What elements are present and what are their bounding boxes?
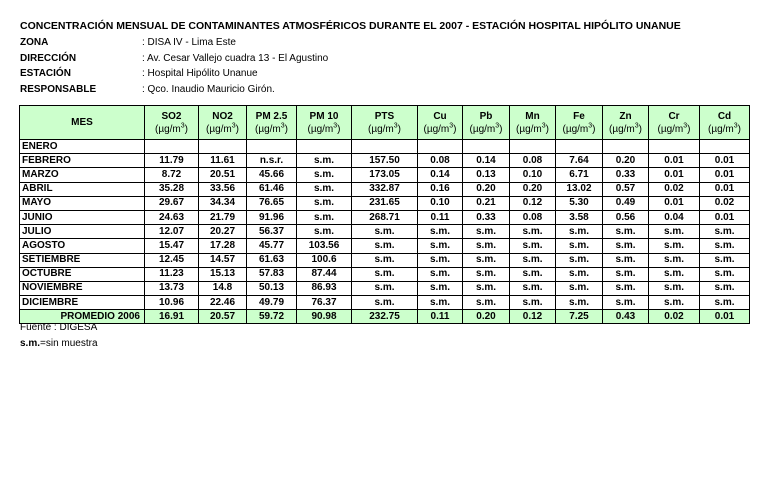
month-cell: JUNIO (20, 210, 145, 224)
column-unit (513, 123, 552, 136)
value-cell: 0.10 (510, 168, 556, 182)
table-row (20, 168, 750, 182)
value-cell: 0.20 (510, 182, 556, 196)
unit-prefix: (µg/m (254, 123, 281, 135)
value-cell: 8.72 (145, 168, 199, 182)
unit-prefix: (µg/m (515, 123, 542, 135)
value-cell: 12.45 (145, 253, 199, 267)
value-cell: s.m. (510, 225, 556, 239)
table-body (20, 140, 750, 324)
unit-exponent: 3 (634, 122, 639, 130)
value-cell: s.m. (603, 225, 649, 239)
column-unit (355, 123, 414, 136)
value-cell: 76.65 (247, 196, 297, 210)
value-cell (418, 140, 463, 154)
value-cell: 11.79 (145, 154, 199, 168)
unit-prefix: (µg/m (367, 123, 394, 135)
value-cell: s.m. (649, 296, 700, 310)
column-header (603, 106, 649, 140)
value-cell: 0.02 (700, 196, 750, 210)
meta-value: : Hospital Hipólito Unanue (142, 68, 258, 79)
value-cell: 61.63 (247, 253, 297, 267)
value-cell: 0.11 (418, 210, 463, 224)
value-cell: 268.71 (352, 210, 418, 224)
unit-exponent: 3 (393, 122, 398, 130)
month-cell: OCTUBRE (20, 267, 145, 281)
value-cell: s.m. (297, 225, 352, 239)
unit-exponent: 3 (733, 122, 738, 130)
value-cell: 15.13 (199, 267, 247, 281)
column-header (418, 106, 463, 140)
column-name: Mn (525, 110, 540, 122)
unit-prefix: (µg/m (469, 123, 496, 135)
column-header-mes: MES (20, 106, 145, 140)
unit-suffix: ) (337, 123, 341, 135)
value-cell: 13.73 (145, 281, 199, 295)
value-cell: s.m. (649, 239, 700, 253)
value-cell: s.m. (603, 253, 649, 267)
month-cell: DICIEMBRE (20, 296, 145, 310)
promedio-row (20, 310, 750, 324)
value-cell: s.m. (352, 239, 418, 253)
month-cell: MARZO (20, 168, 145, 182)
table-row (20, 225, 750, 239)
unit-prefix: (µg/m (307, 123, 334, 135)
value-cell: 0.01 (649, 154, 700, 168)
value-cell (297, 140, 352, 154)
month-cell: JULIO (20, 225, 145, 239)
value-cell (649, 140, 700, 154)
value-cell: 17.28 (199, 239, 247, 253)
value-cell (247, 140, 297, 154)
value-cell: 0.14 (418, 168, 463, 182)
value-cell: 0.10 (418, 196, 463, 210)
column-header (700, 106, 750, 140)
value-cell: 0.08 (510, 210, 556, 224)
table-row (20, 281, 750, 295)
meta-value: : DISA IV - Lima Este (142, 37, 236, 48)
value-cell: s.m. (463, 267, 510, 281)
value-cell: 0.02 (649, 310, 700, 324)
value-cell: 0.33 (603, 168, 649, 182)
station-info (20, 35, 328, 97)
value-cell: 10.96 (145, 296, 199, 310)
value-cell: s.m. (556, 253, 603, 267)
sm-abbreviation: s.m. (20, 338, 41, 349)
value-cell (463, 140, 510, 154)
value-cell: 231.65 (352, 196, 418, 210)
value-cell: 33.56 (199, 182, 247, 196)
column-name: PM 10 (309, 110, 339, 122)
value-cell: 86.93 (297, 281, 352, 295)
column-name: Cd (717, 110, 732, 122)
value-cell (352, 140, 418, 154)
unit-prefix: (µg/m (657, 123, 684, 135)
value-cell: 76.37 (297, 296, 352, 310)
column-unit (202, 123, 243, 136)
value-cell: 0.43 (603, 310, 649, 324)
column-unit (652, 123, 696, 136)
unit-suffix: ) (453, 123, 457, 135)
column-name: SO2 (161, 110, 182, 122)
value-cell: s.m. (556, 239, 603, 253)
month-cell: ABRIL (20, 182, 145, 196)
value-cell (199, 140, 247, 154)
value-cell: 0.02 (649, 182, 700, 196)
value-cell: s.m. (556, 296, 603, 310)
column-header (510, 106, 556, 140)
unit-suffix: ) (687, 123, 691, 135)
column-unit (466, 123, 506, 136)
value-cell: s.m. (463, 239, 510, 253)
month-cell: MAYO (20, 196, 145, 210)
value-cell: 7.25 (556, 310, 603, 324)
value-cell: s.m. (649, 225, 700, 239)
value-cell: 20.57 (199, 310, 247, 324)
value-cell: s.m. (603, 296, 649, 310)
unit-suffix: ) (592, 123, 596, 135)
value-cell: s.m. (297, 182, 352, 196)
month-cell: ENERO (20, 140, 145, 154)
unit-exponent: 3 (683, 122, 688, 130)
value-cell: s.m. (510, 239, 556, 253)
value-cell (510, 140, 556, 154)
value-cell: 0.16 (418, 182, 463, 196)
value-cell: 20.27 (199, 225, 247, 239)
value-cell: 61.46 (247, 182, 297, 196)
column-header (297, 106, 352, 140)
column-header (463, 106, 510, 140)
value-cell: s.m. (556, 281, 603, 295)
value-cell (556, 140, 603, 154)
column-name: PTS (374, 110, 395, 122)
value-cell: 103.56 (297, 239, 352, 253)
value-cell: s.m. (700, 281, 750, 295)
column-header (556, 106, 603, 140)
unit-suffix: ) (235, 123, 239, 135)
value-cell: 0.12 (510, 196, 556, 210)
value-cell: 157.50 (352, 154, 418, 168)
column-name: Cr (668, 110, 680, 122)
column-unit (421, 123, 459, 136)
value-cell: s.m. (510, 267, 556, 281)
value-cell: 0.08 (418, 154, 463, 168)
value-cell: 0.08 (510, 154, 556, 168)
value-cell: 49.79 (247, 296, 297, 310)
value-cell: 59.72 (247, 310, 297, 324)
value-cell: 100.6 (297, 253, 352, 267)
value-cell: 0.21 (463, 196, 510, 210)
value-cell: 0.01 (700, 210, 750, 224)
value-cell: 56.37 (247, 225, 297, 239)
value-cell (603, 140, 649, 154)
value-cell: s.m. (700, 296, 750, 310)
value-cell: 0.33 (463, 210, 510, 224)
column-header (649, 106, 700, 140)
value-cell: s.m. (700, 225, 750, 239)
unit-prefix: (µg/m (608, 123, 635, 135)
value-cell: s.m. (418, 267, 463, 281)
value-cell: 0.20 (603, 154, 649, 168)
table-row (20, 210, 750, 224)
contaminants-table (19, 105, 750, 324)
column-unit (559, 123, 599, 136)
value-cell: 0.01 (649, 168, 700, 182)
month-cell: AGOSTO (20, 239, 145, 253)
table-row (20, 239, 750, 253)
month-cell: SETIEMBRE (20, 253, 145, 267)
value-cell: s.m. (352, 296, 418, 310)
value-cell: 34.34 (199, 196, 247, 210)
value-cell: s.m. (603, 239, 649, 253)
value-cell: s.m. (510, 281, 556, 295)
table-header-row (20, 106, 750, 140)
value-cell: s.m. (297, 196, 352, 210)
table-row (20, 267, 750, 281)
table-row (20, 182, 750, 196)
value-cell: 15.47 (145, 239, 199, 253)
value-cell: 12.07 (145, 225, 199, 239)
value-cell: 50.13 (247, 281, 297, 295)
column-name: PM 2.5 (255, 110, 288, 122)
meta-key: RESPONSABLE (20, 83, 97, 95)
value-cell: s.m. (649, 253, 700, 267)
value-cell: s.m. (418, 281, 463, 295)
value-cell: 21.79 (199, 210, 247, 224)
value-cell: 24.63 (145, 210, 199, 224)
value-cell: s.m. (418, 225, 463, 239)
meta-key: ZONA (20, 37, 49, 48)
value-cell: s.m. (603, 267, 649, 281)
column-name: Zn (619, 110, 632, 122)
value-cell: 173.05 (352, 168, 418, 182)
value-cell: s.m. (463, 281, 510, 295)
column-header (145, 106, 199, 140)
value-cell: 3.58 (556, 210, 603, 224)
unit-prefix: (µg/m (423, 123, 450, 135)
unit-exponent: 3 (280, 122, 285, 130)
unit-exponent: 3 (180, 122, 185, 130)
value-cell: s.m. (297, 154, 352, 168)
value-cell: s.m. (297, 168, 352, 182)
value-cell: s.m. (463, 253, 510, 267)
unit-exponent: 3 (231, 122, 236, 130)
value-cell: s.m. (463, 296, 510, 310)
value-cell: 57.83 (247, 267, 297, 281)
value-cell: 11.23 (145, 267, 199, 281)
value-cell: 14.57 (199, 253, 247, 267)
value-cell: 5.30 (556, 196, 603, 210)
value-cell: s.m. (352, 281, 418, 295)
unit-exponent: 3 (495, 122, 500, 130)
meta-key: ESTACIÓN (20, 68, 71, 79)
column-unit (148, 123, 195, 136)
unit-prefix: (µg/m (205, 123, 232, 135)
value-cell: s.m. (700, 239, 750, 253)
meta-row-zona (20, 35, 328, 51)
value-cell: 0.11 (418, 310, 463, 324)
table-row (20, 196, 750, 210)
column-unit (606, 123, 645, 136)
meta-value: : Qco. Inaudio Mauricio Girón. (142, 83, 275, 95)
value-cell: s.m. (510, 253, 556, 267)
unit-prefix: (µg/m (562, 123, 589, 135)
value-cell: 0.01 (649, 196, 700, 210)
column-unit (703, 123, 746, 136)
value-cell: 332.87 (352, 182, 418, 196)
table-row (20, 296, 750, 310)
meta-row-estacion (20, 66, 328, 82)
column-name: NO2 (212, 110, 233, 122)
value-cell: 14.8 (199, 281, 247, 295)
value-cell: 13.02 (556, 182, 603, 196)
value-cell: 0.04 (649, 210, 700, 224)
meta-row-direccion (20, 51, 328, 67)
value-cell: s.m. (700, 267, 750, 281)
unit-suffix: ) (397, 123, 401, 135)
value-cell: s.m. (352, 267, 418, 281)
value-cell: s.m. (297, 210, 352, 224)
source-note: Fuente : DIGESA (20, 322, 98, 333)
value-cell: 0.01 (700, 182, 750, 196)
value-cell: 87.44 (297, 267, 352, 281)
unit-suffix: ) (284, 123, 288, 135)
value-cell: n.s.r. (247, 154, 297, 168)
value-cell: 11.61 (199, 154, 247, 168)
value-cell: 0.12 (510, 310, 556, 324)
value-cell: s.m. (418, 296, 463, 310)
unit-exponent: 3 (588, 122, 593, 130)
meta-row-responsable (20, 82, 328, 98)
value-cell: s.m. (352, 253, 418, 267)
month-cell: NOVIEMBRE (20, 281, 145, 295)
value-cell: 0.57 (603, 182, 649, 196)
value-cell: s.m. (463, 225, 510, 239)
month-cell: FEBRERO (20, 154, 145, 168)
sm-definition: =sin muestra (40, 338, 98, 349)
page-title: CONCENTRACIÓN MENSUAL DE CONTAMINANTES ATMOSFÉRICOS DURANTE EL 2007 - ESTACIÓN HOSPITAL HIPÓLITO UNANUE (20, 20, 681, 32)
value-cell: 35.28 (145, 182, 199, 196)
value-cell: 90.98 (297, 310, 352, 324)
unit-exponent: 3 (333, 122, 338, 130)
value-cell: 20.51 (199, 168, 247, 182)
value-cell: 7.64 (556, 154, 603, 168)
value-cell: s.m. (418, 239, 463, 253)
meta-value: : Av. Cesar Vallejo cuadra 13 - El Agustino (142, 52, 329, 64)
column-header (247, 106, 297, 140)
value-cell: 45.77 (247, 239, 297, 253)
unit-exponent: 3 (449, 122, 454, 130)
value-cell (700, 140, 750, 154)
value-cell: s.m. (649, 281, 700, 295)
sm-legend (20, 338, 98, 349)
unit-suffix: ) (545, 123, 549, 135)
value-cell: s.m. (700, 253, 750, 267)
column-header (352, 106, 418, 140)
column-header (199, 106, 247, 140)
value-cell (145, 140, 199, 154)
value-cell: 91.96 (247, 210, 297, 224)
unit-suffix: ) (737, 123, 741, 135)
column-name: Fe (573, 110, 585, 122)
value-cell: 0.14 (463, 154, 510, 168)
value-cell: 16.91 (145, 310, 199, 324)
value-cell: 22.46 (199, 296, 247, 310)
value-cell: 0.56 (603, 210, 649, 224)
value-cell: 0.13 (463, 168, 510, 182)
value-cell: 45.66 (247, 168, 297, 182)
column-name: Pb (479, 110, 493, 122)
unit-prefix: (µg/m (154, 123, 181, 135)
value-cell: s.m. (418, 253, 463, 267)
unit-exponent: 3 (541, 122, 546, 130)
unit-suffix: ) (499, 123, 503, 135)
value-cell: 0.49 (603, 196, 649, 210)
unit-suffix: ) (638, 123, 642, 135)
table-row (20, 140, 750, 154)
value-cell: 6.71 (556, 168, 603, 182)
value-cell: 232.75 (352, 310, 418, 324)
unit-prefix: (µg/m (707, 123, 734, 135)
value-cell: s.m. (649, 267, 700, 281)
unit-suffix: ) (184, 123, 188, 135)
column-unit (300, 123, 348, 136)
meta-key: DIRECCIÓN (20, 52, 77, 64)
column-name: Cu (433, 110, 447, 122)
value-cell: 0.20 (463, 182, 510, 196)
column-unit (250, 123, 293, 136)
value-cell: s.m. (603, 281, 649, 295)
value-cell: s.m. (556, 225, 603, 239)
value-cell: 29.67 (145, 196, 199, 210)
month-cell: PROMEDIO 2006 (20, 310, 145, 324)
value-cell: 0.20 (463, 310, 510, 324)
value-cell: 0.01 (700, 154, 750, 168)
value-cell: 0.01 (700, 310, 750, 324)
value-cell: s.m. (556, 267, 603, 281)
value-cell: s.m. (510, 296, 556, 310)
value-cell: 0.01 (700, 168, 750, 182)
table-row (20, 253, 750, 267)
value-cell: s.m. (352, 225, 418, 239)
table-row (20, 154, 750, 168)
